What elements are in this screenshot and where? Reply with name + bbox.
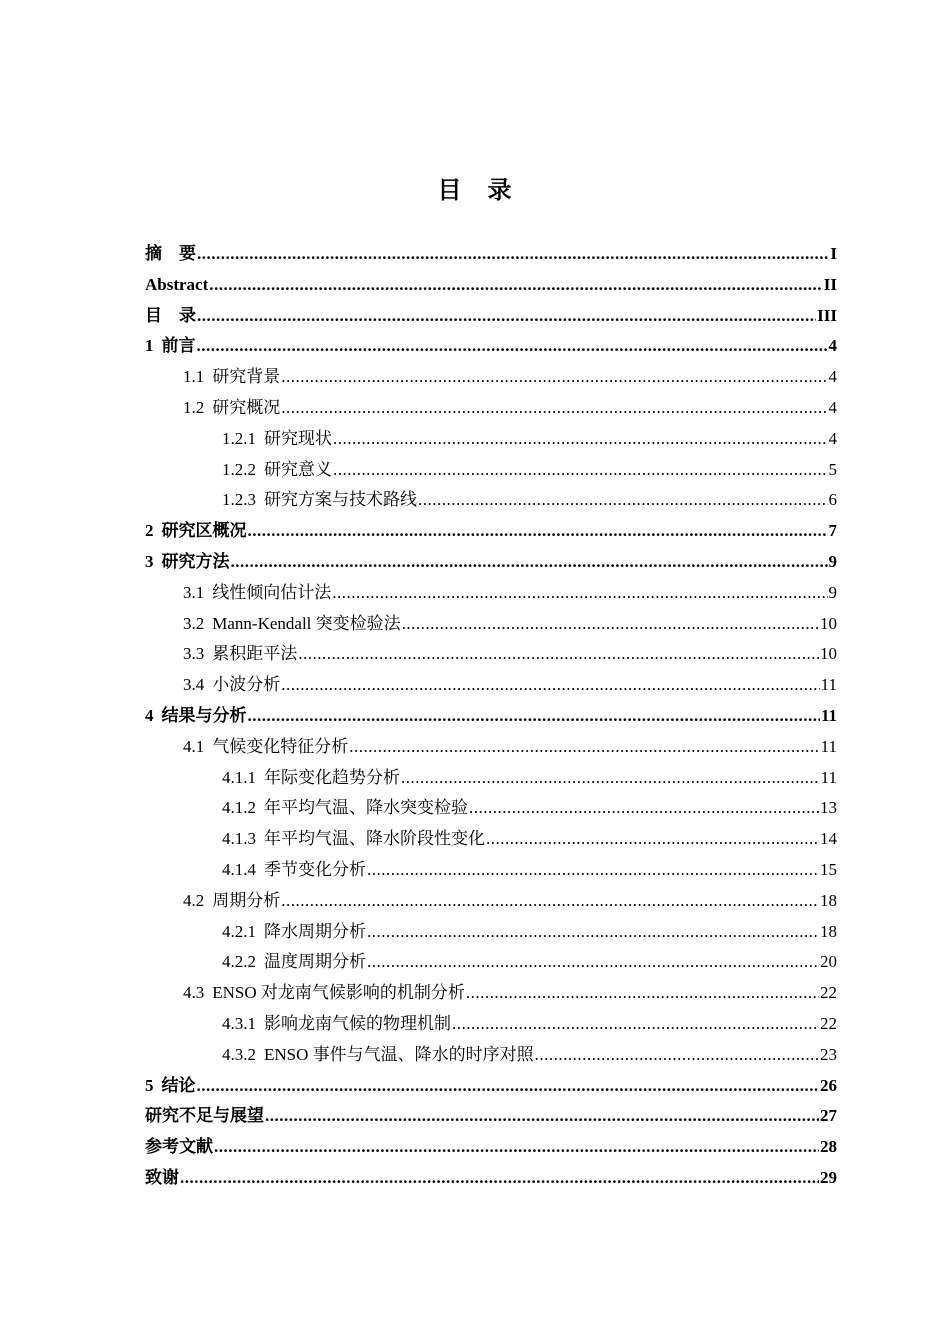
toc-entry-number: 3.2 [183, 613, 205, 633]
toc-entry-number: 4.1 [183, 736, 205, 756]
toc-entry-page-number: III [817, 305, 837, 325]
toc-entry-number: 1.2.1 [222, 428, 256, 448]
page-title: 目 录 [437, 178, 513, 204]
toc-dot-leader [197, 301, 816, 332]
toc-entry[interactable] [145, 331, 837, 362]
toc-entry-number: 4.3 [183, 983, 205, 1003]
toc-dot-leader [535, 1040, 819, 1071]
toc-entry-page-number: 11 [820, 736, 837, 756]
toc-entry[interactable] [145, 455, 837, 486]
toc-dot-leader [349, 732, 819, 763]
toc-entry[interactable] [145, 947, 837, 978]
toc-entry-title: 研究概况 [212, 397, 281, 417]
toc-entry-number: 4.1.4 [222, 859, 256, 879]
toc-dot-leader [469, 793, 819, 824]
toc-entry[interactable] [145, 886, 837, 917]
toc-entry-number: 1.2.2 [222, 459, 256, 479]
toc-dot-leader [197, 239, 829, 270]
toc-entry-page-number: 13 [820, 798, 837, 818]
toc-entry-title: 年平均气温、降水突变检验 [264, 798, 468, 818]
toc-entry-page-number: 23 [820, 1044, 837, 1064]
toc-entry[interactable] [145, 609, 837, 640]
toc-entry-number: 4.1.1 [222, 767, 256, 787]
toc-dot-leader [180, 1163, 819, 1194]
toc-entry-page-number: 9 [828, 551, 837, 571]
toc-entry-page-number: 6 [828, 490, 837, 510]
toc-entry-number: 4.3.1 [222, 1013, 256, 1033]
toc-entry-title: 研究不足与展望 [145, 1106, 264, 1126]
toc-entry[interactable] [145, 701, 837, 732]
toc-entry[interactable] [145, 1071, 837, 1102]
toc-entry[interactable] [145, 424, 837, 455]
toc-entry-title: 周期分析 [212, 890, 281, 910]
toc-entry-title: 研究方法 [161, 551, 230, 571]
toc-entry-title: 致谢 [145, 1167, 179, 1187]
toc-entry-page-number: II [823, 274, 837, 294]
toc-entry-number: 1.1 [183, 367, 205, 387]
toc-entry-number: 4 [145, 705, 154, 725]
toc-entry-title: ENSO 事件与气温、降水的时序对照 [264, 1044, 534, 1064]
toc-dot-leader [401, 763, 820, 794]
toc-entry-page-number: 4 [828, 367, 837, 387]
toc-entry[interactable] [145, 362, 837, 393]
toc-entry-title: 研究区概况 [161, 521, 247, 541]
toc-entry-number: 4.1.3 [222, 829, 256, 849]
toc-entry[interactable] [145, 578, 837, 609]
toc-entry-page-number: 11 [820, 675, 837, 695]
toc-entry-number: 3.3 [183, 644, 205, 664]
toc-entry-page-number: 11 [820, 767, 837, 787]
toc-entry-page-number: 20 [820, 952, 837, 972]
toc-entry-title: Abstract [145, 274, 209, 294]
toc-entry-page-number: 26 [820, 1075, 837, 1095]
toc-dot-leader [209, 270, 823, 301]
toc-entry-page-number: 15 [820, 859, 837, 879]
toc-entry-title: 结论 [161, 1075, 196, 1095]
toc-entry-title: 年际变化趋势分析 [264, 767, 400, 787]
toc-entry-title: 研究意义 [264, 459, 332, 479]
toc-entry[interactable] [145, 301, 837, 332]
toc-entry-title: 影响龙南气候的物理机制 [264, 1013, 451, 1033]
toc-entry-number: 4.3.2 [222, 1044, 256, 1064]
toc-entry-title: 前言 [161, 336, 196, 356]
toc-entry-title: 季节变化分析 [264, 859, 366, 879]
toc-entry[interactable] [145, 547, 837, 578]
toc-dot-leader [466, 978, 819, 1009]
toc-entry-title: 目 录 [145, 305, 196, 325]
toc-dot-leader [333, 455, 828, 486]
toc-entry[interactable] [145, 1009, 837, 1040]
toc-entry-number: 4.1.2 [222, 798, 256, 818]
toc-entry[interactable] [145, 732, 837, 763]
toc-dot-leader [402, 609, 819, 640]
toc-dot-leader [248, 516, 828, 547]
toc-entry-number: 2 [145, 521, 154, 541]
toc-entry-number: 1.2 [183, 397, 205, 417]
toc-dot-leader [197, 331, 828, 362]
toc-dot-leader [281, 886, 819, 917]
toc-entry-number: 4.2 [183, 890, 205, 910]
toc-entry-title: 线性倾向估计法 [212, 582, 332, 602]
toc-entry-page-number: 14 [820, 829, 837, 849]
toc-entry[interactable] [145, 1163, 837, 1194]
toc-entry-number: 4.2.1 [222, 921, 256, 941]
toc-entry-title: 研究背景 [212, 367, 281, 387]
toc-entry-title: 气候变化特征分析 [212, 736, 349, 756]
toc-entry[interactable] [145, 239, 837, 270]
toc-dot-leader [231, 547, 828, 578]
toc-dot-leader [265, 1101, 819, 1132]
toc-entry-title: 年平均气温、降水阶段性变化 [264, 829, 485, 849]
toc-dot-leader [248, 701, 820, 732]
toc-entry[interactable] [145, 393, 837, 424]
toc-entry-page-number: 22 [820, 983, 837, 1003]
toc-entry[interactable] [145, 824, 837, 855]
toc-entry-title: 参考文献 [145, 1137, 213, 1157]
toc-dot-leader [281, 670, 819, 701]
toc-entry-page-number: 4 [828, 428, 837, 448]
toc-entry-page-number: 28 [820, 1137, 837, 1157]
toc-entry[interactable] [145, 670, 837, 701]
toc-dot-leader [418, 485, 828, 516]
toc-dot-leader [367, 855, 819, 886]
toc-entry-number: 1.2.3 [222, 490, 256, 510]
toc-dot-leader [452, 1009, 819, 1040]
toc-entry-title: 研究方案与技术路线 [264, 490, 417, 510]
table-of-contents [145, 239, 837, 1194]
toc-entry-number: 1 [145, 336, 154, 356]
toc-entry-page-number: I [830, 244, 837, 263]
toc-entry[interactable] [145, 978, 837, 1009]
toc-entry[interactable] [145, 763, 837, 794]
toc-entry-title: Mann-Kendall 突变检验法 [212, 613, 401, 633]
toc-entry-page-number: 29 [820, 1167, 837, 1187]
toc-dot-leader [367, 917, 819, 948]
toc-dot-leader [486, 824, 819, 855]
toc-entry-page-number: 5 [828, 459, 837, 479]
toc-entry-number: 5 [145, 1075, 154, 1095]
toc-entry[interactable] [145, 270, 837, 301]
toc-entry[interactable] [145, 639, 837, 670]
toc-entry-page-number: 18 [820, 890, 837, 910]
toc-dot-leader [281, 362, 827, 393]
toc-entry-page-number: 11 [820, 705, 837, 725]
toc-entry-page-number: 9 [828, 582, 837, 602]
toc-entry-title: ENSO 对龙南气候影响的机制分析 [212, 983, 465, 1003]
toc-dot-leader [367, 947, 819, 978]
toc-entry-title: 累积距平法 [212, 644, 298, 664]
toc-entry-title: 研究现状 [264, 428, 332, 448]
toc-entry-page-number: 18 [820, 921, 837, 941]
toc-entry-title: 温度周期分析 [264, 952, 366, 972]
toc-entry-page-number: 10 [820, 613, 837, 633]
toc-entry[interactable] [145, 1040, 837, 1071]
toc-entry[interactable] [145, 1132, 837, 1163]
toc-entry[interactable] [145, 516, 837, 547]
toc-entry[interactable] [145, 917, 837, 948]
toc-dot-leader [332, 578, 827, 609]
toc-entry-number: 4.2.2 [222, 952, 256, 972]
toc-entry[interactable] [145, 855, 837, 886]
toc-entry[interactable] [145, 485, 837, 516]
toc-entry[interactable] [145, 793, 837, 824]
toc-entry[interactable] [145, 1101, 837, 1132]
toc-entry-page-number: 22 [820, 1013, 837, 1033]
toc-entry-number: 3.4 [183, 675, 205, 695]
toc-entry-page-number: 4 [828, 397, 837, 417]
toc-entry-title: 降水周期分析 [264, 921, 366, 941]
toc-entry-title: 摘 要 [145, 244, 196, 263]
toc-dot-leader [197, 1071, 820, 1102]
toc-dot-leader [281, 393, 827, 424]
toc-entry-title: 小波分析 [212, 675, 281, 695]
toc-entry-page-number: 27 [820, 1106, 837, 1126]
toc-dot-leader [333, 424, 828, 455]
toc-entry-page-number: 10 [820, 644, 837, 664]
toc-entry-page-number: 7 [828, 521, 837, 541]
toc-entry-page-number: 4 [828, 336, 837, 356]
toc-dot-leader [214, 1132, 819, 1163]
toc-entry-number: 3.1 [183, 582, 205, 602]
toc-entry-number: 3 [145, 551, 154, 571]
toc-entry-title: 结果与分析 [161, 705, 247, 725]
toc-dot-leader [298, 639, 819, 670]
